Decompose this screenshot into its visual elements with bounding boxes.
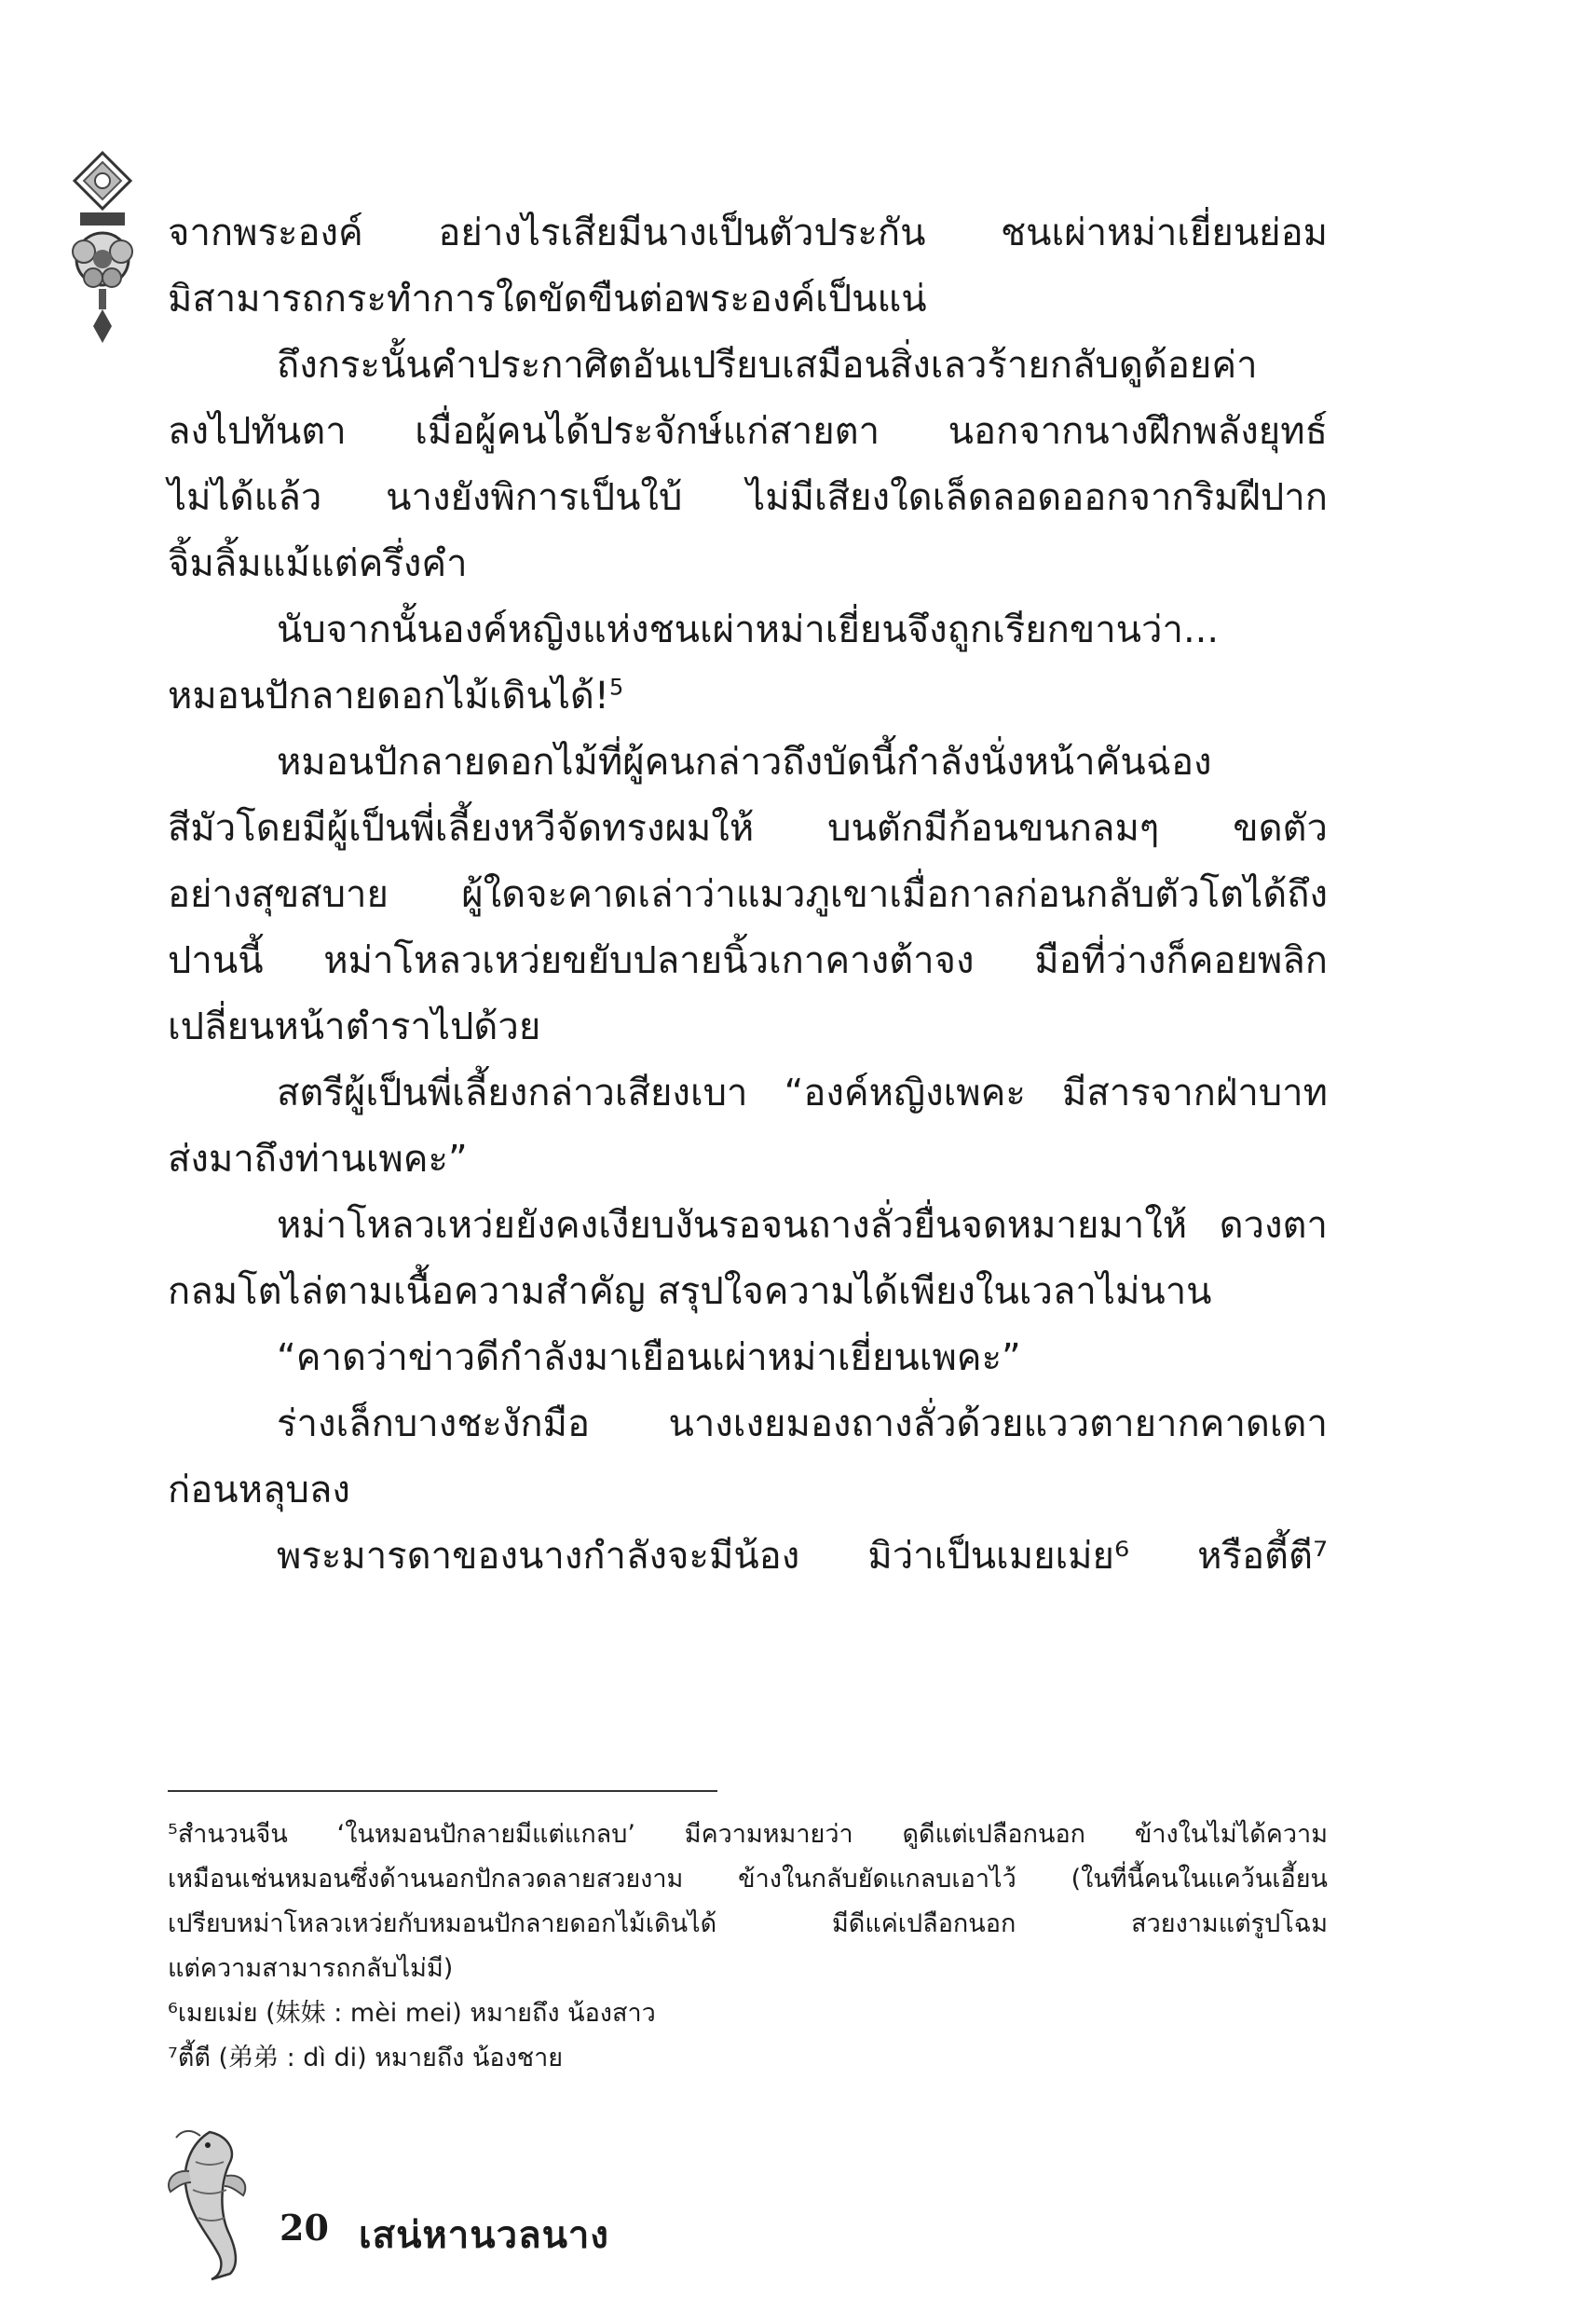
paragraph-line: ส่งมาถึงท่านเพคะ” [168, 1138, 468, 1181]
paragraph-line: “คาดว่าข่าวดีกำลังมาเยือนเผ่าหม่าเยี่ยนเพคะ” [277, 1336, 1021, 1379]
footnote-5-line: แต่ความสามารถกลับไม่มี) [168, 1954, 454, 1983]
paragraph-line: มิสามารถกระทำการใดขัดขืนต่อพระองค์เป็นแน่ [168, 278, 927, 321]
paragraph-line: ร่างเล็กบางชะงักมือ นางเงยมองถางลั่วด้วยแววตายากคาดเดา [277, 1402, 1328, 1445]
book-title: เสน่หานวลนาง [359, 2214, 609, 2257]
paragraph-line: อย่างสุขสบาย ผู้ใดจะคาดเล่าว่าแมวภูเขาเมื่อกาลก่อนกลับตัวโตได้ถึง [168, 873, 1328, 916]
paragraph-line: จิ้มลิ้มแม้แต่ครึ่งคำ [168, 542, 468, 585]
paragraph-line: หมอนปักลายดอกไม้ที่ผู้คนกล่าวถึงบัดนี้กำลังนั่งหน้าคันฉ่อง [277, 741, 1212, 784]
paragraph-line: ปานนี้ หม่าโหลวเหว่ยขยับปลายนิ้วเกาคางต้าจง มือที่ว่างก็คอยพลิก [168, 939, 1328, 982]
chinese-knot-ornament-icon [65, 149, 140, 345]
paragraph-line: เปลี่ยนหน้าตำราไปด้วย [168, 1005, 541, 1048]
koi-fish-icon [154, 2125, 256, 2283]
paragraph-line: ลงไปทันตา เมื่อผู้คนได้ประจักษ์แก่สายตา นอกจากนางฝึกพลังยุทธ์ [168, 410, 1328, 453]
footnotes [168, 1812, 1328, 2081]
footnote-5-line: ⁵สำนวนจีน ‘ในหมอนปักลายมีแต่แกลบ’ มีความหมายว่า ดูดีแต่เปลือกนอก ข้างในไม่ได้ความ [168, 1820, 1328, 1849]
footnote-7: ⁷ตี้ตี (弟弟 : dì di) หมายถึง น้องชาย [168, 2044, 564, 2072]
footnote-marker: 5 [608, 674, 624, 701]
paragraph-line: สีมัวโดยมีผู้เป็นพี่เลี้ยงหวีจัดทรงผมให้ บนตักมีก้อนขนกลมๆ ขดตัว [168, 807, 1328, 850]
footnote-6: ⁶เมยเม่ย (妹妹 : mèi mei) หมายถึง น้องสาว [168, 1999, 656, 2028]
body-text [168, 200, 1328, 1590]
footnote-5-line: เปรียบหม่าโหลวเหว่ยกับหมอนปักลายดอกไม้เดินได้ มีดีแค่เปลือกนอก สวยงามแต่รูปโฉม [168, 1909, 1328, 1938]
paragraph-line: พระมารดาของนางกำลังจะมีน้อง มิว่าเป็นเมยเม่ย⁶ หรือตี้ตี⁷ [277, 1535, 1328, 1578]
paragraph-line: จากพระองค์ อย่างไรเสียมีนางเป็นตัวประกัน ชนเผ่าหม่าเยี่ยนย่อม [168, 212, 1328, 254]
paragraph-line: หม่าโหลวเหว่ยยังคงเงียบงันรอจนถางลั่วยื่นจดหมายมาให้ ดวงตา [277, 1204, 1328, 1247]
page-number: 20 [280, 2207, 329, 2249]
paragraph-line: ก่อนหลุบลง [168, 1469, 350, 1511]
paragraph-line: สตรีผู้เป็นพี่เลี้ยงกล่าวเสียงเบา “องค์หญิงเพคะ มีสารจากฝ่าบาท [277, 1072, 1328, 1114]
paragraph-line: กลมโตไล่ตามเนื้อความสำคัญ สรุปใจความได้เพียงในเวลาไม่นาน [168, 1270, 1212, 1313]
footnote-divider [168, 1790, 717, 1792]
paragraph-line: นับจากนั้นองค์หญิงแห่งชนเผ่าหม่าเยี่ยนจึงถูกเรียกขานว่า... [277, 609, 1220, 651]
footnote-5 [168, 1812, 1328, 1991]
paragraph-line: ถึงกระนั้นคำประกาศิตอันเปรียบเสมือนสิ่งเลวร้ายกลับดูด้อยค่า [277, 344, 1258, 387]
footnote-5-line: เหมือนเช่นหมอนซึ่งด้านนอกปักลวดลายสวยงาม ข้างในกลับยัดแกลบเอาไว้ (ในที่นี้คนในแคว้นเอี้ยน [168, 1865, 1328, 1894]
paragraph-line: ไม่ได้แล้ว นางยังพิการเป็นใบ้ ไม่มีเสียงใดเล็ดลอดออกจากริมฝีปาก [168, 476, 1328, 519]
paragraph-line: หมอนปักลายดอกไม้เดินได้!$^5$ [168, 674, 624, 718]
